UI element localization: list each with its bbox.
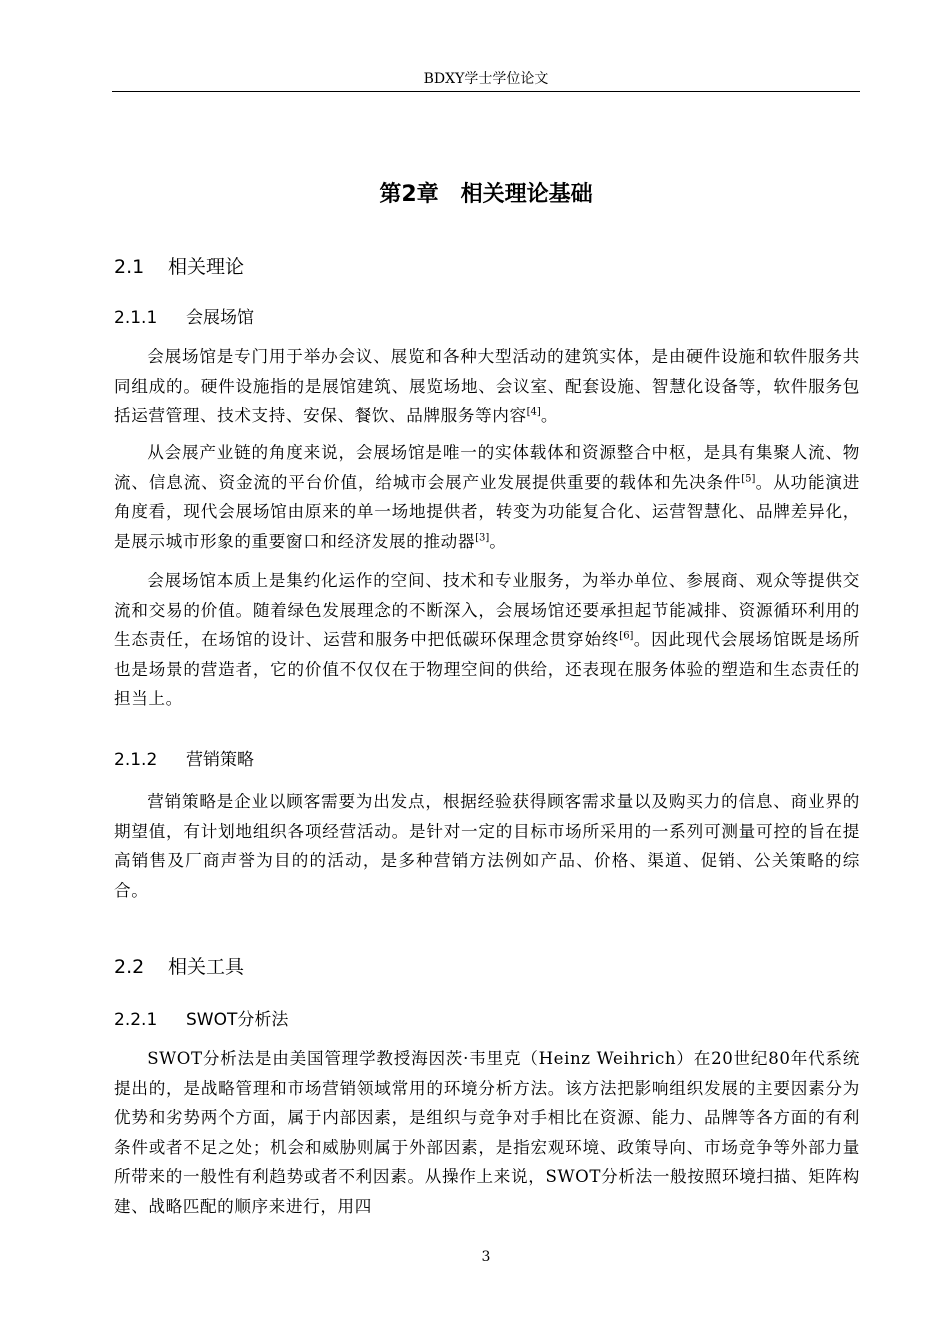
section-number: 2.1 [114,256,145,278]
citation: [3] [475,531,490,543]
paragraph-text: 会展场馆是专门用于举办会议、展览和各种大型活动的建筑实体，是由硬件设施和软件服务共同组成的。硬件设施指的是展馆建筑、展览场地、会议室、配套设施、智慧化设备等，软件服务包括运营管理、技术支持、安保、餐饮、品牌服务等内容 [114,347,860,425]
paragraph-venue-definition [114,342,860,431]
paragraph-text: SWOT分析法是由美国管理学教授海因茨·韦里克（Heinz Weihrich）在20世纪80年代系统提出的，是战略管理和市场营销领域常用的环境分析方法。该方法把影响组织发展的主要因素分为优势和劣势两个方面，属于内部因素，是组织与竞争对手相比在资源、能力、品牌等各方面的有利条件或者不足之处；机会和威胁则属于外部因素，是指宏观环境、政策导向、市场竞争等外部力量所带来的一般性有利趋势或者不利因素。从操作上来说，SWOT分析法一般按照环境扫描、矩阵构建、战略匹配的顺序来进行，用四 [114,1049,860,1216]
paragraph-text: 。因此现代会展场馆既是场所也是场景的营造者，它的价值不仅仅在于物理空间的供给，还表现在服务体验的塑造和生态责任的担当上。 [114,630,860,708]
subsection-title: 会展场馆 [186,308,254,328]
citation: [6] [619,630,634,642]
citation: [5] [741,472,756,484]
paragraph-text: 营销策略是企业以顾客需要为出发点，根据经验获得顾客需求量以及购买力的信息、商业界的期望值，有计划地组织各项经营活动。是针对一定的目标市场所采用的一系列可测量可控的旨在提高销售及厂商声誉为目的的活动，是多种营销方法例如产品、价格、渠道、促销、公关策略的综合。 [114,792,860,900]
paragraph-venue-essence [114,566,860,714]
subsection-title: 营销策略 [186,750,254,770]
paragraph-text: 会展场馆本质上是集约化运作的空间、技术和专业服务，为举办单位、参展商、观众等提供交流和交易的价值。随着绿色发展理念的不断深入，会展场馆还要承担起节能减排、资源循环利用的生态责任，在场馆的设计、运营和服务中把低碳环保理念贯穿始终 [114,571,860,649]
paragraph-marketing-strategy [114,787,860,905]
header-rule [112,91,860,92]
section-title: 相关理论 [168,256,245,278]
paragraph-text-tail: 。 [489,531,507,551]
subsection-heading-2-1-1 [114,306,254,330]
paragraph-industry-chain [114,438,860,556]
paragraph-text: 从会展产业链的角度来说，会展场馆是唯一的实体载体和资源整合中枢，是具有集聚人流、物流、信息流、资金流的平台价值，给城市会展产业发展提供重要的载体和先决条件 [114,443,860,492]
paragraph-swot [114,1044,860,1221]
subsection-heading-2-1-2 [114,748,254,772]
paragraph-text: 。从功能演进角度看，现代会展场馆由原来的单一场地提供者，转变为功能复合化、运营智慧化、品牌差异化，是展示城市形象的重要窗口和经济发展的推动器 [114,472,860,551]
subsection-heading-2-2-1 [114,1008,288,1032]
paragraph-text-tail: 。 [540,406,559,425]
subsection-title: SWOT分析法 [186,1010,289,1030]
section-heading-2-2 [114,954,244,980]
subsection-number: 2.2.1 [114,1010,158,1030]
chapter-title: 第2章 相关理论基础 [379,182,593,207]
subsection-number: 2.1.1 [114,308,158,328]
section-heading-2-1 [114,254,244,280]
running-header: BDXY学士学位论文 [423,71,549,87]
subsection-number: 2.1.2 [114,750,158,770]
section-title: 相关工具 [168,956,245,978]
citation: [4] [526,406,541,418]
section-number: 2.2 [114,956,145,978]
page-number: 3 [481,1249,491,1265]
